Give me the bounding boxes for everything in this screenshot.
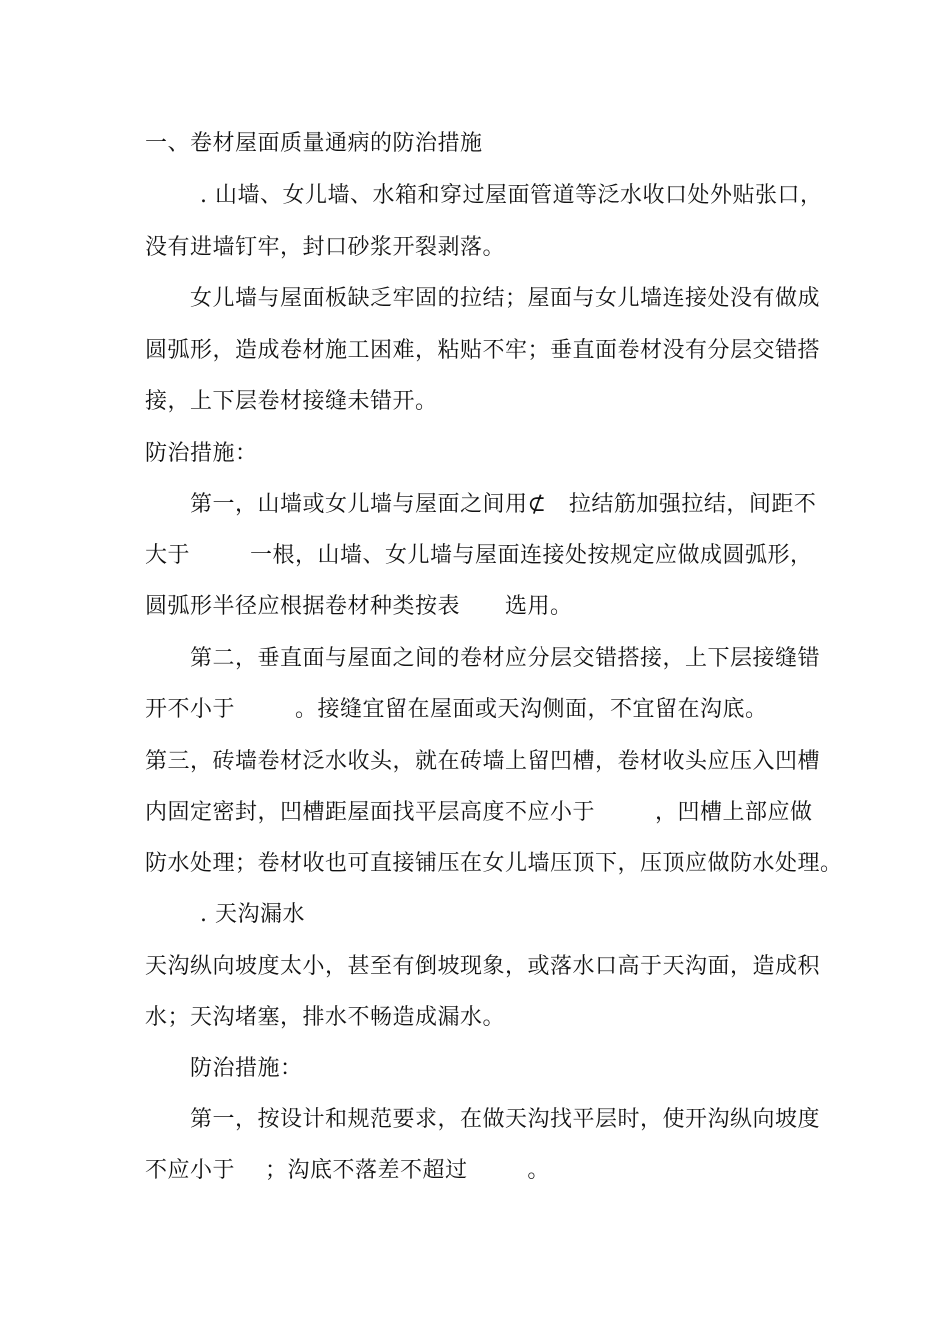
paragraph-line: 不应小于 ；沟底不落差不超过 。 <box>145 1158 550 1183</box>
subheading: 防治措施： <box>190 1056 303 1081</box>
paragraph-line: 圆弧形，造成卷材施工困难，粘贴不牢；垂直面卷材没有分层交错搭 <box>145 338 821 363</box>
paragraph-line: 第二，垂直面与屋面之间的卷材应分层交错搭接，上下层接缝错 <box>190 646 821 671</box>
section-heading: 一、卷材屋面质量通病的防治措施 <box>145 131 483 156</box>
paragraph-line: . 山墙、女儿墙、水箱和穿过屋面管道等泛水收口处外贴张口， <box>200 183 823 208</box>
paragraph-line: 开不小于 。接缝宜留在屋面或天沟侧面，不宜留在沟底。 <box>145 697 768 722</box>
paragraph-line: 没有进墙钉牢，封口砂浆开裂剥落。 <box>145 235 506 260</box>
paragraph-line: 内固定密封，凹槽距屋面找平层高度不应小于 ，凹槽上部应做 <box>145 800 813 825</box>
paragraph-line: 第一，山墙或女儿墙与屋面之间用⊄ 拉结筋加强拉结，间距不 <box>190 492 817 517</box>
paragraph-line: 大于 一根，山墙、女儿墙与屋面连接处按规定应做成圆弧形， <box>145 543 813 568</box>
paragraph-line: 圆弧形半径应根据卷材种类按表 选用。 <box>145 594 573 619</box>
paragraph-line: 第一，按设计和规范要求，在做天沟找平层时，使开沟纵向坡度 <box>190 1107 821 1132</box>
paragraph-line: 第三，砖墙卷材泛水收头，就在砖墙上留凹槽，卷材收头应压入凹槽 <box>145 749 821 774</box>
section-heading: . 天沟漏水 <box>200 902 305 927</box>
subheading: 防治措施： <box>145 441 258 466</box>
paragraph-line: 水；天沟堵塞，排水不畅造成漏水。 <box>145 1005 506 1030</box>
paragraph-line: 女儿墙与屋面板缺乏牢固的拉结；屋面与女儿墙连接处没有做成 <box>190 286 821 311</box>
paragraph-line: 防水处理；卷材收也可直接铺压在女儿墙压顶下，压顶应做防水处理。 <box>145 851 843 876</box>
paragraph-line: 接，上下层卷材接缝未错开。 <box>145 389 438 414</box>
paragraph-line: 天沟纵向坡度太小，甚至有倒坡现象，或落水口高于天沟面，造成积 <box>145 954 821 979</box>
